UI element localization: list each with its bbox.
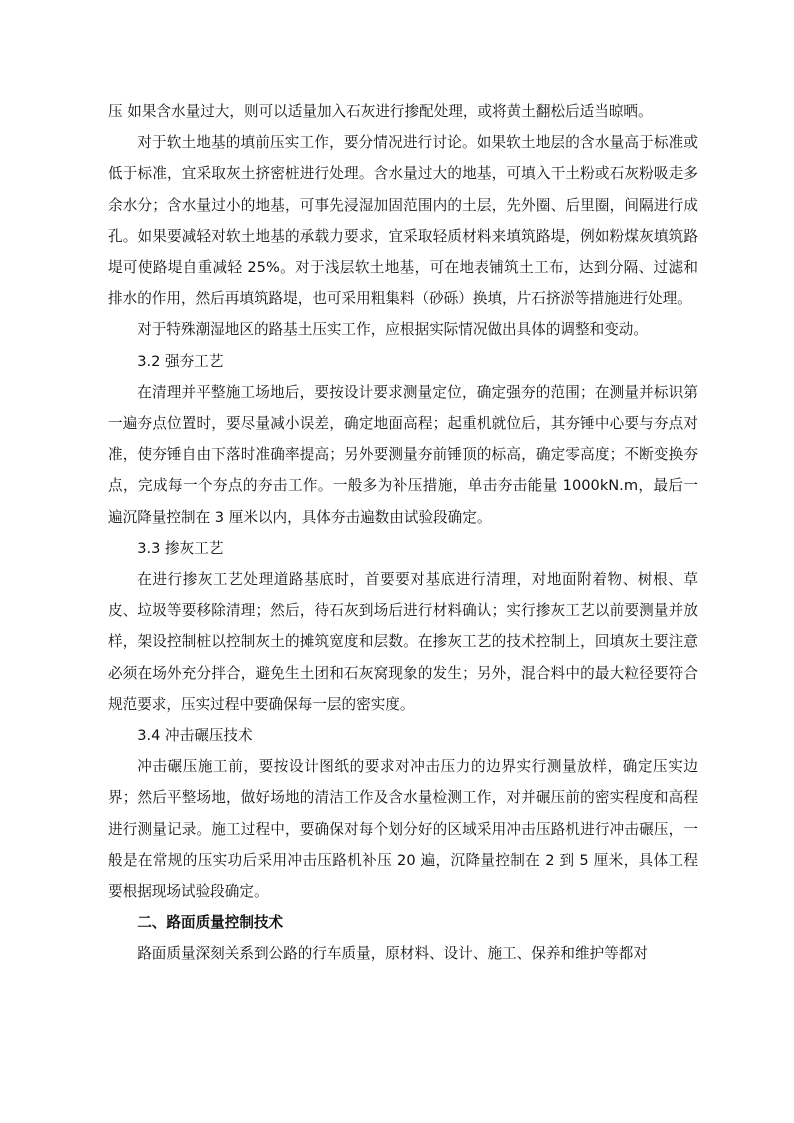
paragraph-impact-rolling: 冲击碾压施工前，要按设计图纸的要求对冲击压力的边界实行测量放样，确定压实边界；然后平整场地，做好场地的清洁工作及含水量检测工作，对并碾压前的密实程度和高程进行测量记录。施工过程中，要确保对每个划分好的区域采用冲击压路机进行冲击碾压，一般是在常规的压实功后采用冲击压路机补压 20 遍，沉降量控制在 2 到 5 厘米，具体工程要根据现场试验段确定。 (108, 758, 698, 901)
paragraph-dynamic-compaction: 在清理并平整施工场地后，要按设计要求测量定位，确定强夯的范围；在测量并标识第一遍夯点位置时，要尽量减小误差，确定地面高程；起重机就位后，其夯锤中心要与夯点对准，使夯锤自由下落时准确率提高；另外要测量夯前锤顶的标高，确定零高度；不断变换夯点，完成每一个夯点的夯击工作。一般多为补压措施，单击夯击能量 1000kN.m，最后一遍沉降量控制在 3 厘米以内，具体夯击遍数由试验段确定。 (108, 383, 698, 526)
chapter-heading-pavement-quality: 二、路面质量控制技术 (137, 914, 284, 932)
paragraph-soil-drying: 压 如果含水量过大，则可以适量加入石灰进行掺配处理，或将黄土翻松后适当晾晒。 (108, 103, 653, 120)
paragraph-lime-mixing: 在进行掺灰工艺处理道路基底时，首要要对基底进行清理，对地面附着物、树根、草皮、垃圾等要移除清理；然后，待石灰到场后进行材料确认；实行掺灰工艺以前要测量并放样，架设控制桩以控制灰土的摊筑宽度和层数。在掺灰工艺的技术控制上，回填灰土要注意必须在场外充分拌合，避免生土团和石灰窝现象的发生；另外，混合料中的最大粒径要符合规范要求，压实过程中要确保每一层的密实度。 (108, 571, 698, 713)
paragraph-soft-soil-foundation: 对于软土地基的填前压实工作，要分情况进行讨论。如果软土地层的含水量高于标准或低于标准，宜采取灰土挤密桩进行处理。含水量过大的地基，可填入干土粉或石灰粉吸走多余水分；含水量过小的地基，可事先浸湿加固范围内的土层，先外圈、后里圈，间隔进行成孔。如果要减轻对软土地基的承载力要求，宜采取轻质材料来填筑路堤，例如粉煤灰填筑路堤可使路堤自重减轻 25%。对于浅层软土地基，可在地表铺筑土工布，达到分隔、过滤和排水的作用，然后再填筑路堤，也可采用粗集料（砂砾）换填，片石挤淤等措施进行处理。 (108, 134, 698, 308)
paragraph-pavement-quality: 路面质量深刻关系到公路的行车质量，原材料、设计、施工、保养和维护等都对 (137, 945, 648, 963)
section-heading-3-2: 3.2 强夯工艺 (137, 352, 224, 370)
paragraph-humid-area: 对于特殊潮湿地区的路基土压实工作，应根据实际情况做出具体的调整和变动。 (137, 321, 648, 339)
section-heading-3-3: 3.3 掺灰工艺 (137, 539, 224, 557)
section-heading-3-4: 3.4 冲击碾压技术 (137, 727, 253, 745)
document-page (108, 96, 698, 970)
